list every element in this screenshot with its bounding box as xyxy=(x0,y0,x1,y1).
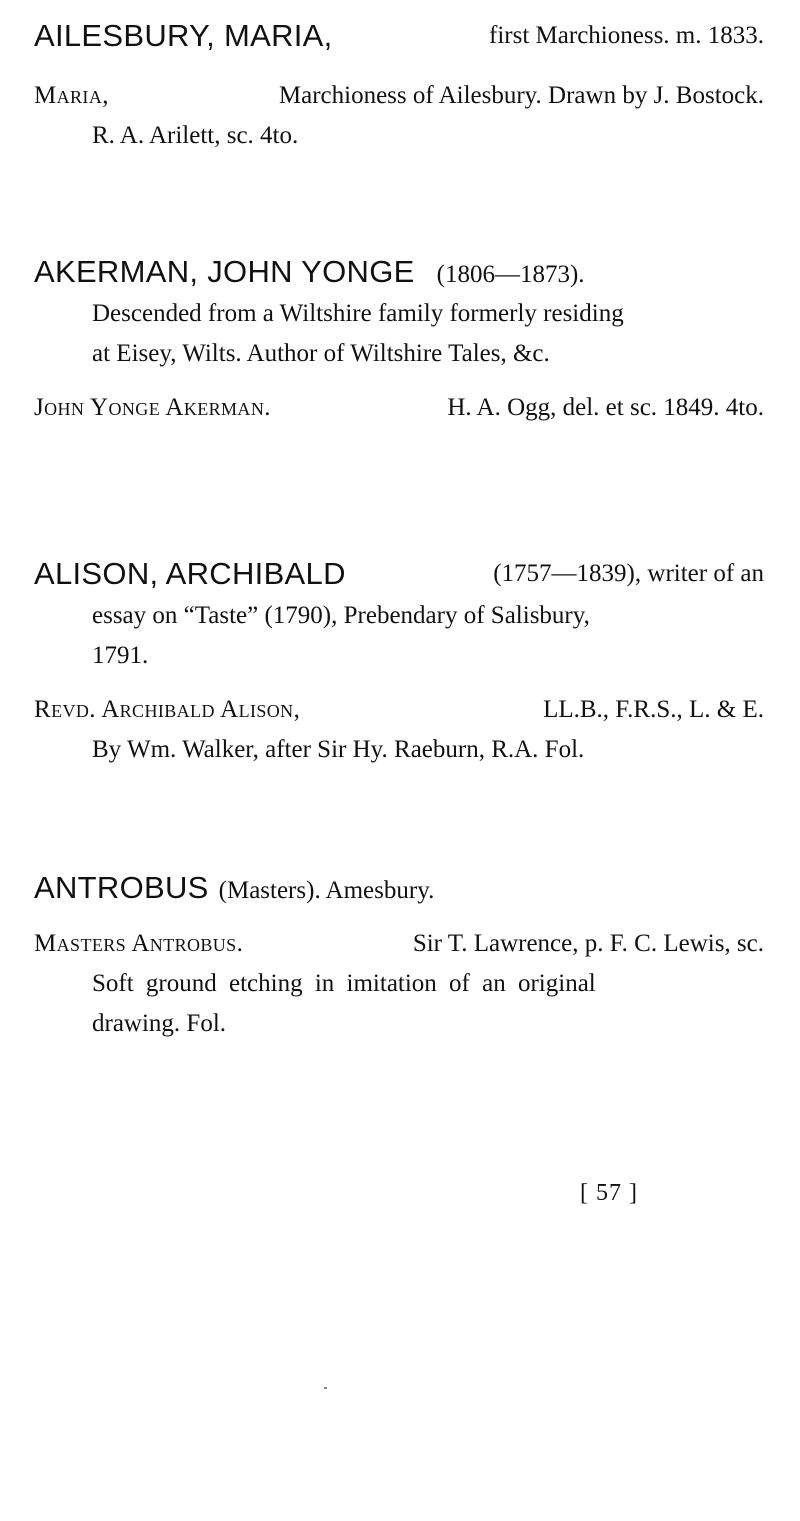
entry-heading-line xyxy=(34,552,764,596)
entry-heading-rest: (1757—1839), writer of an xyxy=(493,560,764,587)
entry-heading-line xyxy=(34,866,764,910)
ink-speck xyxy=(324,1387,327,1389)
entry-note: 1791. xyxy=(92,642,149,669)
entry-heading-line xyxy=(34,14,764,58)
portrait-line: By Wm. Walker, after Sir Hy. Raeburn, R.A. Fol. xyxy=(92,736,585,763)
entry-note: essay on “Taste” (1790), Prebendary of Salisbury, xyxy=(92,602,590,629)
entry-heading-line xyxy=(34,250,764,294)
portrait-line xyxy=(34,76,764,116)
entry-alison xyxy=(34,552,764,770)
portrait-name: John Yonge Akerman. xyxy=(34,394,271,421)
portrait-line xyxy=(34,388,764,428)
entry-antrobus xyxy=(34,866,764,1044)
entry-note: at Eisey, Wilts. Author of Wiltshire Tales, &c. xyxy=(92,340,550,367)
portrait-name: Revd. Archibald Alison, xyxy=(34,696,301,723)
entry-note: Descended from a Wiltshire family formerly residing xyxy=(92,300,624,327)
portrait-details: Sir T. Lawrence, p. F. C. Lewis, sc. xyxy=(412,930,764,957)
portrait-name: Masters Antrobus. xyxy=(34,930,244,957)
portrait-details: Marchioness of Ailesbury. Drawn by J. Bostock. xyxy=(278,82,764,109)
portrait-line xyxy=(34,690,764,730)
entry-heading: ALISON, ARCHIBALD xyxy=(34,556,346,591)
entry-heading: ANTROBUS xyxy=(34,870,209,905)
entry-heading: AKERMAN, JOHN YONGE xyxy=(34,254,415,289)
portrait-line: R. A. Arilett, sc. 4to. xyxy=(92,122,299,149)
portrait-details: LL.B., F.R.S., L. & E. xyxy=(543,696,764,723)
entry-heading-rest: first Marchioness. m. 1833. xyxy=(489,22,764,49)
entry-heading-rest: (Masters). Amesbury. xyxy=(218,877,435,904)
portrait-line: drawing. Fol. xyxy=(92,1010,227,1037)
page-number: [ 57 ] xyxy=(580,1180,638,1206)
entry-ailesbury xyxy=(34,14,764,156)
entry-heading: AILESBURY, MARIA, xyxy=(34,18,333,53)
portrait-name: Maria, xyxy=(34,82,109,109)
portrait-line: Soft ground etching in imitation of an original xyxy=(92,970,596,997)
portrait-line xyxy=(34,924,764,964)
portrait-details: H. A. Ogg, del. et sc. 1849. 4to. xyxy=(447,394,764,421)
entry-akerman xyxy=(34,250,764,428)
entry-heading-rest: (1806—1873). xyxy=(436,261,585,288)
